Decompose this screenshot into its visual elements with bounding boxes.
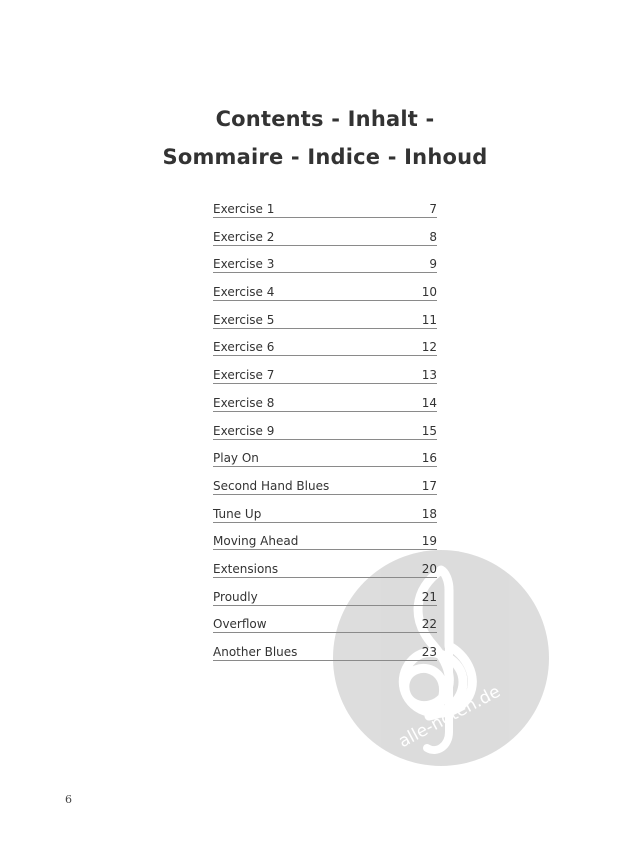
- toc-entry-page: 11: [421, 312, 437, 327]
- toc-entry-page: 22: [421, 617, 437, 632]
- toc-entry: [213, 587, 437, 615]
- toc-entry-page: 21: [421, 589, 437, 604]
- toc-entry-page: 20: [421, 561, 437, 576]
- toc-rule: [213, 439, 437, 440]
- toc-entry-page: 19: [421, 534, 437, 549]
- toc-entry-title: Exercise 1: [213, 202, 275, 216]
- toc-entry-title: Moving Ahead: [213, 534, 299, 549]
- toc-entry: [213, 421, 437, 449]
- toc-entry-page: 23: [421, 645, 437, 659]
- toc-entry-title: Exercise 2: [213, 229, 275, 244]
- toc-rule: [213, 300, 437, 301]
- toc-rule: [213, 328, 437, 329]
- toc-entry: [213, 504, 437, 532]
- toc-entry-title: Exercise 4: [213, 285, 275, 300]
- toc-entry: [213, 614, 437, 642]
- toc-rule: [213, 522, 437, 523]
- toc-entry: [213, 642, 437, 670]
- toc-entry-page: 17: [421, 478, 437, 493]
- table-of-contents: [213, 199, 437, 670]
- page-title-line-1: Contents - Inhalt -: [215, 107, 435, 131]
- toc-entry-title: Another Blues: [213, 645, 298, 659]
- toc-entry-title: Exercise 9: [213, 423, 275, 438]
- toc-entry: [213, 393, 437, 421]
- toc-entry-page: 8: [429, 229, 437, 244]
- toc-rule: [213, 217, 437, 218]
- toc-entry: [213, 365, 437, 393]
- toc-entry-title: Proudly: [213, 589, 258, 604]
- toc-entry-page: 14: [421, 395, 437, 410]
- toc-rule: [213, 549, 437, 550]
- toc-entry-title: Tune Up: [213, 506, 262, 521]
- toc-entry: [213, 199, 437, 227]
- toc-entry: [213, 476, 437, 504]
- toc-rule: [213, 632, 437, 633]
- toc-entry-page: 12: [421, 340, 437, 355]
- toc-entry-page: 9: [429, 257, 437, 272]
- toc-entry: [213, 227, 437, 255]
- toc-rule: [213, 411, 437, 412]
- toc-rule: [213, 605, 437, 606]
- toc-entry-page: 18: [421, 506, 437, 521]
- toc-entry-page: 15: [421, 423, 437, 438]
- toc-entry-title: Exercise 6: [213, 340, 275, 355]
- toc-entry: [213, 282, 437, 310]
- toc-entry-page: 13: [421, 368, 437, 383]
- toc-entry-title: Play On: [213, 451, 259, 466]
- toc-entry-title: Exercise 8: [213, 395, 275, 410]
- toc-entry-title: Exercise 3: [213, 257, 275, 272]
- toc-rule: [213, 494, 437, 495]
- toc-rule: [213, 245, 437, 246]
- toc-entry-page: 16: [421, 451, 437, 466]
- toc-entry-title: Extensions: [213, 561, 279, 576]
- toc-entry: [213, 254, 437, 282]
- toc-rule: [213, 466, 437, 467]
- toc-rule: [213, 272, 437, 273]
- toc-rule: [213, 660, 437, 661]
- toc-entry: [213, 337, 437, 365]
- watermark-text: alle-noten.de: [395, 681, 504, 753]
- toc-rule: [213, 577, 437, 578]
- toc-entry: [213, 531, 437, 559]
- toc-entry-title: Exercise 5: [213, 312, 275, 327]
- page-title-line-2: Sommaire - Indice - Inhoud: [162, 145, 488, 169]
- toc-entry: [213, 559, 437, 587]
- toc-entry-page: 10: [421, 285, 437, 300]
- toc-rule: [213, 355, 437, 356]
- toc-entry-title: Second Hand Blues: [213, 478, 330, 493]
- toc-entry: [213, 448, 437, 476]
- toc-rule: [213, 383, 437, 384]
- toc-entry-page: 7: [429, 202, 437, 216]
- toc-entry-title: Overflow: [213, 617, 267, 632]
- toc-entry: [213, 310, 437, 338]
- toc-entry-title: Exercise 7: [213, 368, 275, 383]
- page-number: 6: [65, 793, 72, 806]
